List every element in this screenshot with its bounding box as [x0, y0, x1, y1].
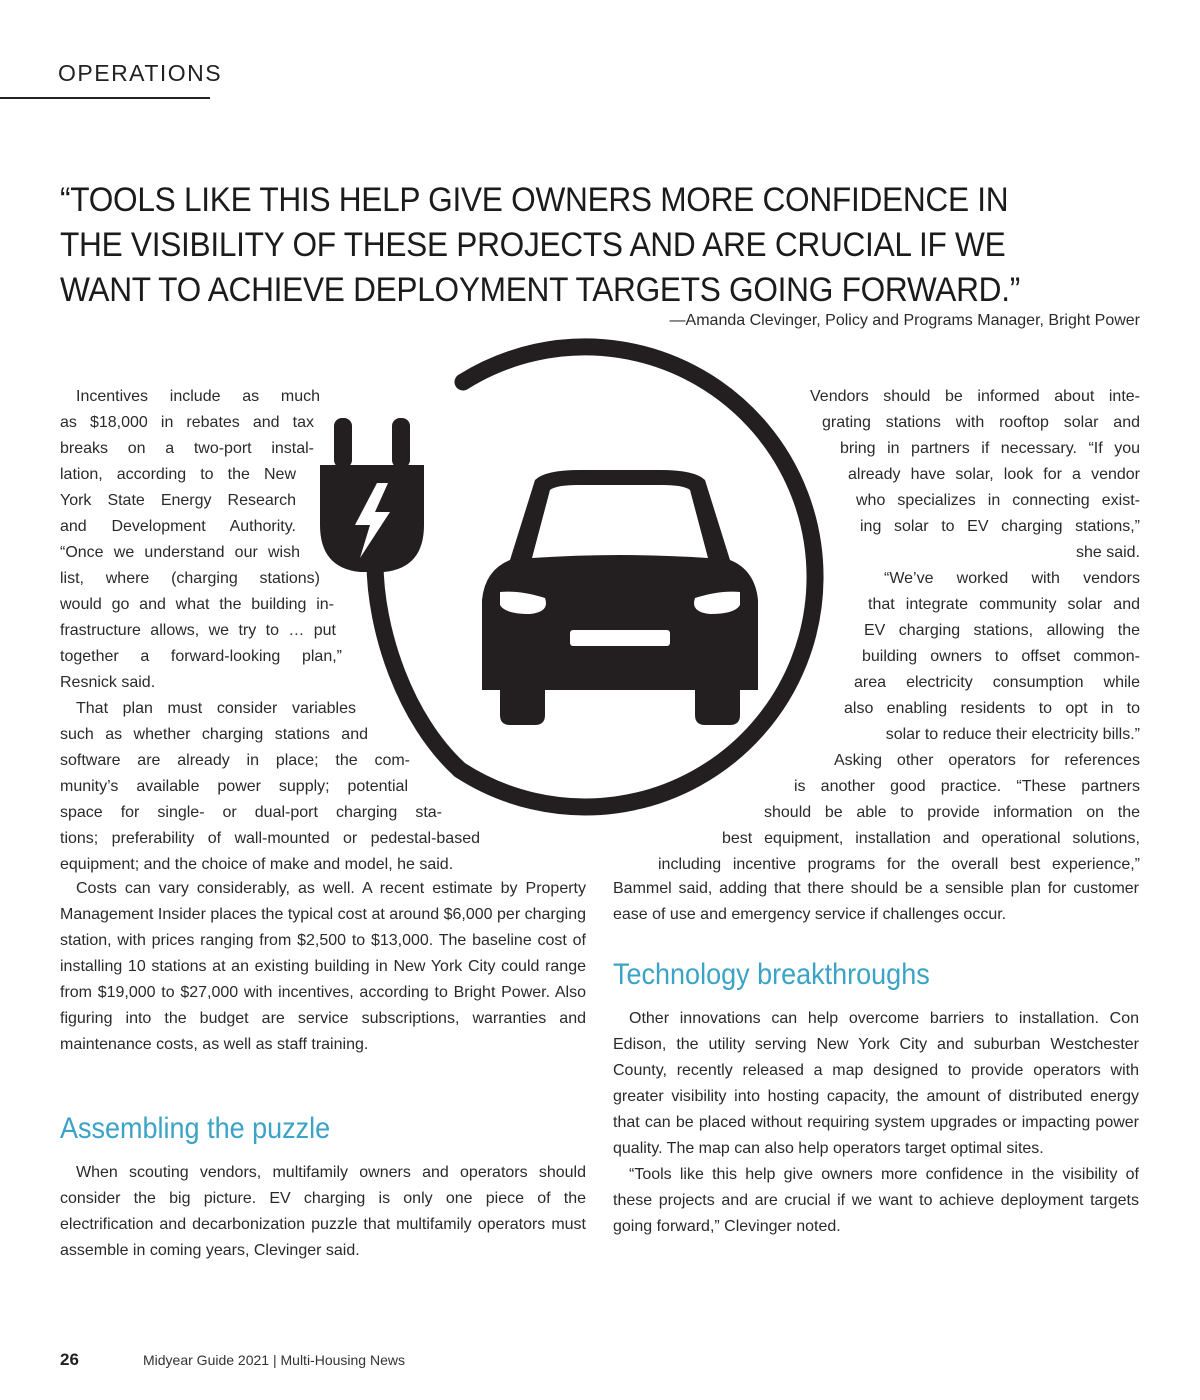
text-line: building owners to offset common- — [862, 648, 1140, 665]
text-line: “We’ve worked with vendors — [884, 570, 1140, 587]
text-line: including incentive programs for the overall best experience,” — [658, 856, 1140, 873]
left-column-paragraph — [60, 1160, 586, 1264]
section-label: OPERATIONS — [58, 60, 223, 86]
text-line: already have solar, look for a vendor — [848, 466, 1140, 483]
text-line: frastructure allows, we try to … put — [60, 622, 336, 639]
text-line: Vendors should be informed about inte- — [810, 388, 1140, 405]
right-column-wrapped-text — [0, 384, 1140, 878]
text-line: That plan must consider variables — [76, 700, 356, 717]
text-line: bring in partners if necessary. “If you — [840, 440, 1140, 457]
left-column-paragraph — [60, 876, 586, 1058]
text-line: solar to reduce their electricity bills.” — [885, 726, 1140, 743]
text-line: software are already in place; the com- — [60, 752, 410, 769]
publication-name: Midyear Guide 2021 | Multi-Housing News — [143, 1352, 405, 1368]
page-number: 26 — [60, 1350, 79, 1369]
body-paragraph: When scouting vendors, multifamily owners and operators should consider the big picture. EV charging is only one piece of the electrification and decarbonization puzzle that multifamily operators must assemble in coming years, Clevinger said. — [60, 1164, 586, 1259]
text-line: such as whether charging stations and — [60, 726, 368, 743]
body-paragraph: Other innovations can help overcome barriers to installation. Con Edison, the utility serving New York City and suburban Westchester County, recently released a map designed to provide operators with greater visibility into hosting capacity, the amount of distributed energy that can be placed without requiring system upgrades or impacting power quality. The map can also help operators target optimal sites. — [613, 1010, 1139, 1157]
body-paragraph: “Tools like this help give owners more confidence in the visibility of these projects and are crucial if we want to achieve deployment targets going forward,” Clevinger noted. — [613, 1166, 1139, 1235]
text-line: breaks on a two-port instal- — [60, 440, 314, 457]
text-line: who specializes in connecting exist- — [856, 492, 1140, 509]
text-line: equipment; and the choice of make and model, he said. — [60, 856, 454, 873]
text-line: would go and what the building in- — [60, 596, 334, 613]
text-line: grating stations with rooftop solar and — [822, 414, 1140, 431]
text-line: also enabling residents to opt in to — [844, 700, 1140, 717]
text-line: Incentives include as much — [76, 388, 320, 405]
text-line: together a forward-looking plan,” — [60, 648, 342, 665]
text-line: lation, according to the New — [60, 466, 296, 483]
text-line: should be able to provide information on the — [764, 804, 1140, 821]
text-line: Asking other operators for references — [834, 752, 1140, 769]
text-line: space for single- or dual-port charging sta- — [60, 804, 442, 821]
text-line: list, where (charging stations) — [60, 570, 320, 587]
heading-assembling-the-puzzle: Assembling the puzzle — [60, 1112, 331, 1145]
text-line: is another good practice. “These partners — [794, 778, 1140, 795]
pull-quote: “TOOLS LIKE THIS HELP GIVE OWNERS MORE CONFIDENCE IN THE VISIBILITY OF THESE PROJECTS AND ARE CRUCIAL IF WE WANT TO ACHIEVE DEPLOYMENT TARGETS GOING FORWARD.” — [60, 181, 1020, 309]
right-column-paragraph — [613, 1006, 1139, 1240]
pull-quote-attribution: —Amanda Clevinger, Policy and Programs Manager, Bright Power — [669, 312, 1140, 329]
text-line: tions; preferability of wall-mounted or pedestal-based — [60, 830, 480, 847]
heading-technology-breakthroughs: Technology breakthroughs — [613, 958, 930, 991]
text-line: she said. — [1075, 544, 1140, 561]
text-line: area electricity consumption while — [854, 674, 1140, 691]
text-line: Resnick said. — [60, 674, 156, 691]
body-paragraph: Bammel said, adding that there should be a sensible plan for customer ease of use and emergency service if challenges occur. — [613, 880, 1139, 923]
right-column-paragraph — [613, 876, 1139, 928]
body-paragraph: Costs can vary considerably, as well. A recent estimate by Property Management Insider places the typical cost at around $6,000 per charging station, with prices ranging from $2,500 to $13,000. The baseline cost of installing 10 stations at an existing building in New York City could range from $19,000 to $27,000 with incentives, according to Bright Power. Also figuring into the budget are service subscriptions, warranties and maintenance costs, as well as staff training. — [60, 880, 586, 1053]
text-line: munity’s available power supply; potential — [60, 778, 408, 795]
text-line: best equipment, installation and operational solutions, — [722, 830, 1140, 847]
text-line: and Development Authority. — [60, 518, 296, 535]
text-line: that integrate community solar and — [868, 596, 1140, 613]
text-line: “Once we understand our wish — [60, 544, 300, 561]
text-line: York State Energy Research — [60, 492, 296, 509]
text-line: EV charging stations, allowing the — [864, 622, 1140, 639]
text-line: ing solar to EV charging stations,” — [860, 518, 1140, 535]
section-rule — [0, 97, 210, 99]
text-line: as $18,000 in rebates and tax — [60, 414, 314, 431]
